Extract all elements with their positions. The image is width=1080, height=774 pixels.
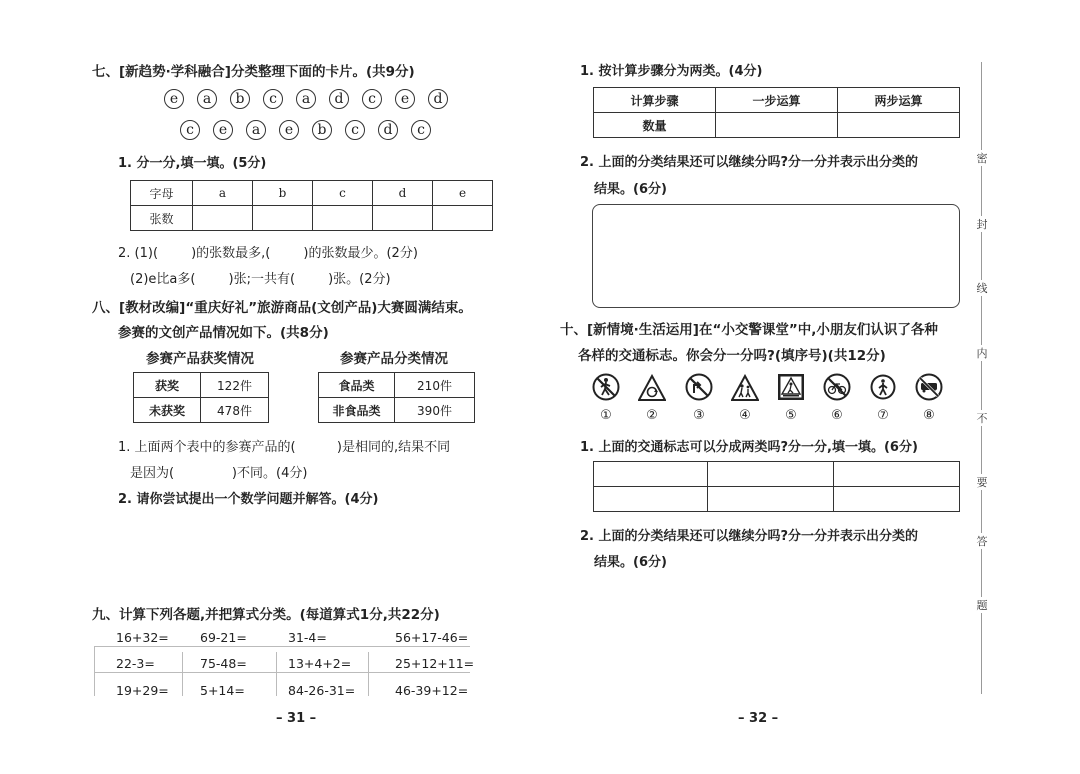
- letter-card: c: [180, 120, 200, 140]
- s9-cont-q1: 1. 按计算步骤分为两类。(4分): [580, 64, 763, 79]
- binding-char: 密: [976, 152, 988, 165]
- letter-card: c: [411, 120, 431, 140]
- calc-expression: 19+29=: [116, 683, 169, 698]
- section-8-title-line1: 八、[教材改编]“重庆好礼”旅游商品(文创产品)大赛圆满结束。: [92, 300, 472, 316]
- answer-cell[interactable]: [716, 113, 838, 138]
- calc-expression: 46-39+12=: [395, 683, 469, 698]
- s8-q1-line1: 1. 上面两个表中的参赛产品的( )是相同的,结果不同: [118, 440, 451, 455]
- letter-card: c: [263, 89, 283, 109]
- answer-cell[interactable]: [834, 487, 960, 512]
- sign-number: ⑥: [831, 408, 843, 423]
- calc-expression: 5+14=: [200, 683, 245, 698]
- sign-number: ⑧: [923, 408, 935, 423]
- letter-card: a: [246, 120, 266, 140]
- letter-a: a: [193, 181, 253, 206]
- binding-char: 线: [976, 282, 988, 295]
- calc-divider: [94, 646, 470, 647]
- calc-expression: 25+12+11=: [395, 656, 475, 671]
- table-header-label: 字母: [131, 181, 193, 206]
- letter-c: c: [313, 181, 373, 206]
- non-food-label: 非食品类: [319, 398, 395, 423]
- s10-q2-line2: 结果。(6分): [594, 555, 667, 570]
- one-step-header: 一步运算: [716, 88, 838, 113]
- sign-number: ⑤: [785, 408, 797, 423]
- non-food-value: 390件: [395, 398, 475, 423]
- binding-char: 内: [976, 347, 988, 360]
- s7-q2-line2: (2)e比a多( )张;一共有( )张。(2分): [130, 272, 391, 287]
- letter-card: c: [362, 89, 382, 109]
- walk-path-sign-icon: [869, 373, 897, 401]
- letter-card: e: [164, 89, 184, 109]
- letter-b: b: [253, 181, 313, 206]
- answer-cell[interactable]: [708, 487, 834, 512]
- calc-expression: 16+32=: [116, 630, 169, 645]
- letter-count-table: [130, 180, 493, 231]
- letter-e: e: [433, 181, 493, 206]
- award-value: 122件: [201, 373, 269, 398]
- answer-cell[interactable]: [594, 462, 708, 487]
- calc-expression: 56+17-46=: [395, 630, 469, 645]
- crosswalk-sign-icon: [777, 373, 805, 401]
- section-8-title-line2: 参赛的文创产品情况如下。(共8分): [118, 325, 329, 341]
- calc-expression: 84-26-31=: [288, 683, 356, 698]
- binding-char: 答: [976, 535, 988, 548]
- answer-cell[interactable]: [708, 462, 834, 487]
- count-label: 数量: [594, 113, 716, 138]
- answer-cell[interactable]: [433, 206, 493, 231]
- calc-expression: 31-4=: [288, 630, 327, 645]
- table2-title: 参赛产品分类情况: [340, 351, 448, 367]
- answer-cell[interactable]: [193, 206, 253, 231]
- answer-cell[interactable]: [838, 113, 960, 138]
- no-bicycle-sign-icon: [823, 373, 851, 401]
- no-award-label: 未获奖: [134, 398, 201, 423]
- letter-card: e: [213, 120, 233, 140]
- sign-number: ④: [739, 408, 751, 423]
- two-step-header: 两步运算: [838, 88, 960, 113]
- category-table: [318, 372, 475, 423]
- calc-divider: [94, 672, 470, 673]
- answer-cell[interactable]: [373, 206, 433, 231]
- calc-divider: [182, 652, 183, 696]
- s9-cont-q2-line2: 结果。(6分): [594, 182, 667, 197]
- answer-box[interactable]: [592, 204, 960, 308]
- s10-q2-line1: 2. 上面的分类结果还可以继续分吗?分一分并表示出分类的: [580, 529, 919, 544]
- food-value: 210件: [395, 373, 475, 398]
- answer-cell[interactable]: [834, 462, 960, 487]
- answer-cell[interactable]: [253, 206, 313, 231]
- no-award-value: 478件: [201, 398, 269, 423]
- letter-card: c: [345, 120, 365, 140]
- answer-cell[interactable]: [594, 487, 708, 512]
- section-9-title: 九、计算下列各题,并把算式分类。(每道算式1分,共22分): [92, 607, 440, 623]
- calc-expression: 13+4+2=: [288, 656, 352, 671]
- binding-char: 要: [976, 476, 988, 489]
- letter-card: e: [395, 89, 415, 109]
- roundabout-sign-icon: [638, 374, 666, 402]
- letter-card: d: [428, 89, 448, 109]
- food-label: 食品类: [319, 373, 395, 398]
- calc-divider: [94, 646, 95, 696]
- letter-card: b: [312, 120, 332, 140]
- steps-table: [593, 87, 960, 138]
- award-table: [133, 372, 269, 423]
- binding-char: 封: [976, 218, 988, 231]
- letter-card: e: [279, 120, 299, 140]
- letter-card: d: [329, 89, 349, 109]
- s10-q1: 1. 上面的交通标志可以分成两类吗?分一分,填一填。(6分): [580, 440, 918, 455]
- letter-card: d: [378, 120, 398, 140]
- section-10-title-line1: 十、[新情境·生活运用]在“小交警课堂”中,小朋友们认识了各种: [560, 322, 938, 338]
- no-entry-sign-icon: [685, 373, 713, 401]
- sign-classify-table: [593, 461, 960, 512]
- award-label: 获奖: [134, 373, 201, 398]
- sign-number: ①: [600, 408, 612, 423]
- sign-number: ③: [693, 408, 705, 423]
- page-number-left: – 31 –: [276, 711, 317, 726]
- no-bus-sign-icon: [915, 373, 943, 401]
- calc-expression: 69-21=: [200, 630, 247, 645]
- answer-cell[interactable]: [313, 206, 373, 231]
- s8-q1-line2: 是因为( )不同。(4分): [130, 466, 308, 481]
- page-number-right: – 32 –: [738, 711, 779, 726]
- letter-d: d: [373, 181, 433, 206]
- calc-divider: [276, 652, 277, 696]
- calc-expression: 75-48=: [200, 656, 247, 671]
- sign-number: ⑦: [877, 408, 889, 423]
- section-10-title-line2: 各样的交通标志。你会分一分吗?(填序号)(共12分): [578, 348, 886, 364]
- steps-header: 计算步骤: [594, 88, 716, 113]
- sign-number: ②: [646, 408, 658, 423]
- letter-card: a: [197, 89, 217, 109]
- letter-card: b: [230, 89, 250, 109]
- calc-divider: [368, 652, 369, 696]
- binding-char: 不: [976, 412, 988, 425]
- s7-q2-line1: 2. (1)( )的张数最多,( )的张数最少。(2分): [118, 246, 418, 261]
- children-crossing-sign-icon: [731, 374, 759, 402]
- no-pedestrian-sign-icon: [592, 373, 620, 401]
- s9-cont-q2-line1: 2. 上面的分类结果还可以继续分吗?分一分并表示出分类的: [580, 155, 919, 170]
- calc-expression: 22-3=: [116, 656, 155, 671]
- section-7-title: 七、[新趋势·学科融合]分类整理下面的卡片。(共9分): [92, 64, 415, 80]
- table-row-label: 张数: [131, 206, 193, 231]
- s8-q2: 2. 请你尝试提出一个数学问题并解答。(4分): [118, 492, 379, 507]
- s7-q1: 1. 分一分,填一填。(5分): [118, 156, 267, 171]
- table1-title: 参赛产品获奖情况: [146, 351, 254, 367]
- binding-char: 题: [976, 599, 988, 612]
- letter-card: a: [296, 89, 316, 109]
